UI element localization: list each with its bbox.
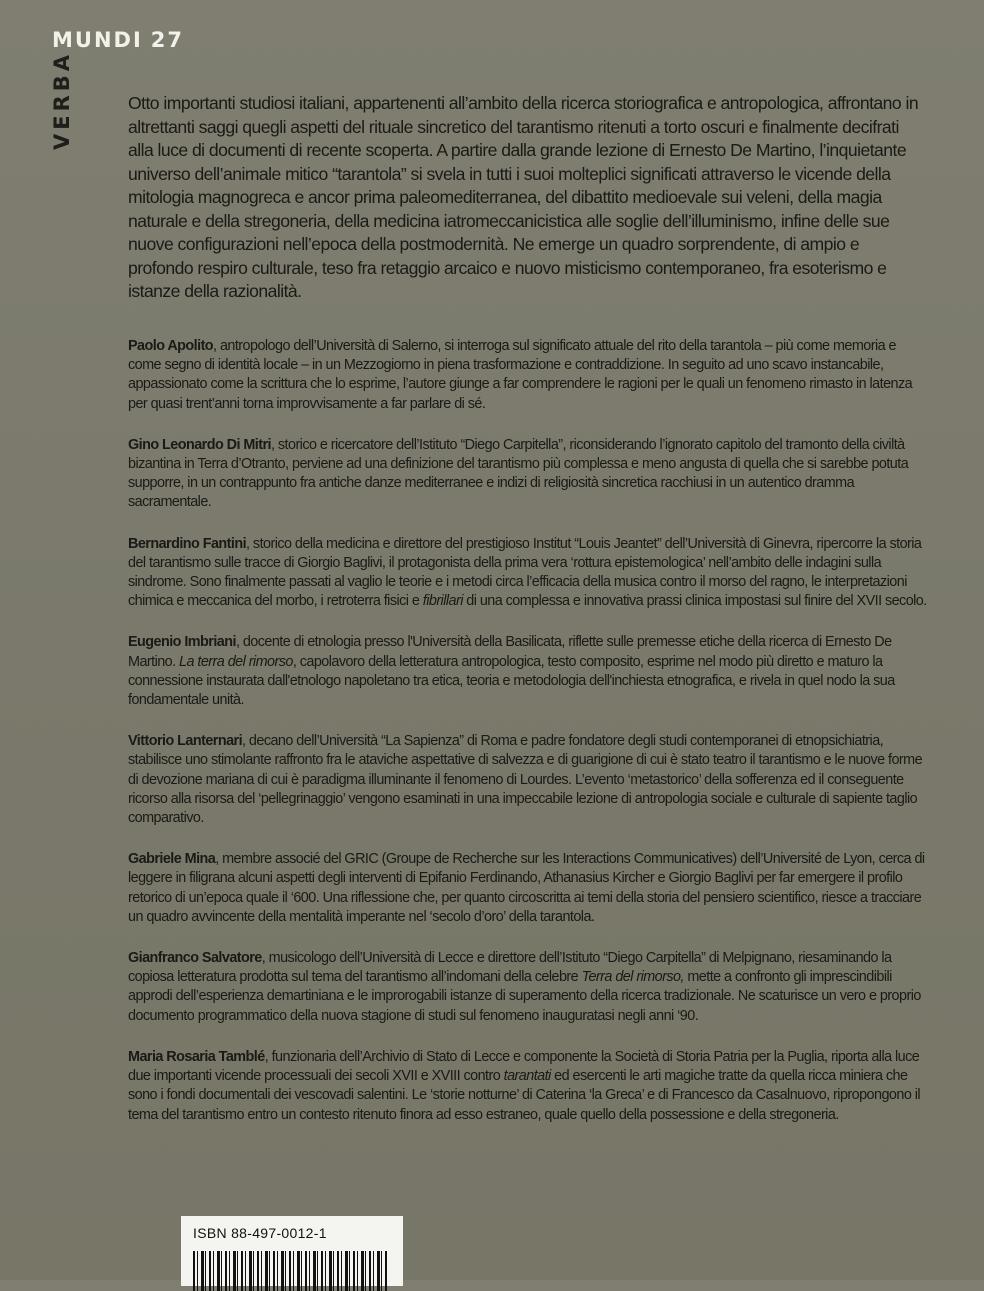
- bio-text: , docente di etnologia presso l'Università della Basilicata, riflette sulle premesse etiche della ricerca di Ernesto De Martino.: [128, 634, 892, 670]
- bio-mina: [128, 850, 928, 927]
- author-name: Gabriele Mina: [128, 851, 216, 868]
- isbn-text: ISBN 88-497-0012-1: [193, 1225, 327, 1241]
- bio-imbriani: [128, 633, 928, 710]
- bio-text: , funzionaria dell’Archivio di Stato di Lecce e componente la Società di Storia Patria per la Puglia, riporta alla luce due importanti vicende processuali dei secoli XVII e XVIII contro: [128, 1048, 920, 1085]
- bio-text: , decano dell’Università “La Sapienza” di Roma e padre fondatore degli studi contemporanei di etnopsichiatria, stabilisce uno stimolante raffronto fra le ataviche aspettative di salvezza e di guarigione di cui è stato teatro il tarantismo e le nuove forme di devozione mariana di cui è paradigma illuminante il fenomeno di Lourdes. L’evento ‘metastorico’ della sofferenza ed il conseguente ricorso alla risorsa del ‘pellegrinaggio’ vengono esaminati in una impeccabile lezione di antropologia sociale e culturale di sapiente taglio comparativo.: [128, 733, 923, 827]
- isbn-barcode-label: [181, 1216, 403, 1286]
- bio-apolito: [128, 337, 928, 414]
- series-volume-number: 27: [150, 28, 185, 52]
- author-name: Vittorio Lanternari: [128, 733, 243, 750]
- bio-text: ed esercenti le arti magiche tratte da quella ricca miniera che sono i fondi documentali dei vescovadi salentini. Le ‘storie notturne’ di Caterina ‘la Greca’ e di Francesco da Casalnuovo, ripropongono il tema del tarantismo entro un contesto ritenuto finora ad esso estraneo, quale quello della possessione e della stregoneria.: [128, 1068, 921, 1123]
- bio-text: , storico e ricercatore dell’Istituto “Diego Carpitella”, riconsiderando l’ignorato capitolo del tramonto della civiltà bizantina in Terra d’Otranto, perviene ad una definizione del tarantismo più complessa e meno angusta di quella che si sarebbe potuta supporre, in un contrappunto fra antiche danze mediterranee e indizi di religiosità sincretica racchiusi in un autentico dramma sacramentale.: [128, 436, 909, 511]
- bio-italic-term: tarantati: [503, 1068, 551, 1085]
- bio-text: , musicologo dell’Università di Lecce e direttore dell’Istituto “Diego Carpitella” di Melpignano, riesaminando la copiosa letteratura prodotta sul tema del tarantismo all’indomani della celebre: [128, 950, 892, 986]
- series-word-verba: VERBA: [50, 50, 74, 150]
- bio-text: , membre associé del GRIC (Groupe de Recherche sur les Interactions Communicatives) dell’Université de Lyon, cerca di leggere in filigrana alcuni aspetti degli interventi di Epifanio Ferdinando, Athanasius Kircher e Giorgio Baglivi per far emergere il profilo retorico di un’epoca quale il ‘600. Una riflessione che, per quanto circoscritta ai temi della storia del pensiero scientifico, riesce a tracciare un quadro avvincente della mentalità imperante nel ‘secolo d’oro’ della tarantola.: [128, 851, 925, 925]
- author-name: Bernardino Fantini: [128, 535, 247, 552]
- author-bios: [128, 337, 928, 1147]
- series-number: [52, 28, 184, 52]
- bio-salvatore: [128, 949, 928, 1026]
- bio-italic-title: La terra del rimorso: [179, 653, 293, 670]
- author-name: Gianfranco Salvatore: [128, 950, 262, 967]
- bio-italic-term: fibrillari: [422, 593, 463, 610]
- bio-text: , antropologo dell’Università di Salerno, si interroga sul significato attuale del rito della tarantola – più come memoria e come segno di identità locale – in un Mezzogiorno in piena trasformazione e contraddizione. In seguito ad uno scavo instancabile, appassionato come la scrittura che lo esprime, l’autore giunge a far comprendere le ragioni per le quali un fenomeno rimasto in latenza per quasi trent’anni torna improvvisamente a far parlare di sé.: [128, 338, 913, 412]
- author-name: Paolo Apolito: [128, 338, 214, 354]
- bio-italic-title: Terra del rimorso,: [581, 969, 684, 986]
- series-word-mundi: MUNDI: [52, 28, 143, 52]
- bio-di-mitri: [128, 436, 928, 513]
- author-name: Eugenio Imbriani: [128, 634, 236, 651]
- bio-text: , capolavoro della letteratura antropologica, testo composito, esprime nel modo più diretto e maturo la connessione instaurata dall'etnologo napoletano tra etica, teoria e metodologia dell'inchiesta etnografica, e rivela in quel nodo la sua fondamentale unità.: [128, 653, 895, 709]
- barcode-icon: [193, 1251, 389, 1291]
- bio-fantini: [128, 535, 928, 612]
- bio-text: mette a confronto gli imprescindibili approdi dell’esperienza demartiniana e le improrogabili istanze di superamento della ricerca tradizionale. Ne scaturisce un vero e proprio documento programmatico della nuova stagione di studi sul fenomeno inauguratasi negli anni ‘90.: [128, 969, 921, 1024]
- bio-lanternari: [128, 732, 928, 828]
- author-name: Maria Rosaria Tamblé: [128, 1048, 265, 1065]
- bio-text: di una complessa e innovativa prassi clinica impostasi sul finire del XVII secolo.: [462, 593, 927, 610]
- author-name: Gino Leonardo Di Mitri: [128, 436, 271, 453]
- bio-tamble: [128, 1048, 928, 1125]
- bio-text: , storico della medicina e direttore del prestigioso Institut “Louis Jeantet” dell’Università di Ginevra, ripercorre la storia del tarantismo sulle tracce di Giorgio Baglivi, il protagonista della prima vera ‘rottura epistemologica’ nell’ambito delle indagini sulla sindrome. Sono finalmente passati al vaglio le teorie e i metodi circa l’efficacia della musica contro il morso del ragno, le interpretazioni chimica e meccanica del morbo, i retroterra fisici e: [128, 535, 922, 610]
- intro-paragraph: Otto importanti studiosi italiani, appartenenti all’ambito della ricerca storiografica e antropologica, affrontano in altrettanti saggi quegli aspetti del rituale sincretico del tarantismo ritenuti a torto oscuri e finalmente decifrati alla luce di documenti di recente scoperta. A partire dalla grande lezione di Ernesto De Martino, l’inquietante universo dell’animale mitico “tarantola” si svela in tutti i suoi molteplici significati attraverso le vicende della mitologia magnogreca e ancor prima paleomediterranea, del dibattito medioevale sui veleni, della magia naturale e della stregoneria, della medicina iatromeccanicistica alle soglie dell’illuminismo, infine delle sue nuove configurazioni nell’epoca della postmodernità. Ne emerge un quadro sorprendente, di ampio e profondo respiro culturale, teso fra retaggio arcaico e nuovo misticismo contemporaneo, fra esoterismo e istanze della razionalità.: [128, 93, 919, 301]
